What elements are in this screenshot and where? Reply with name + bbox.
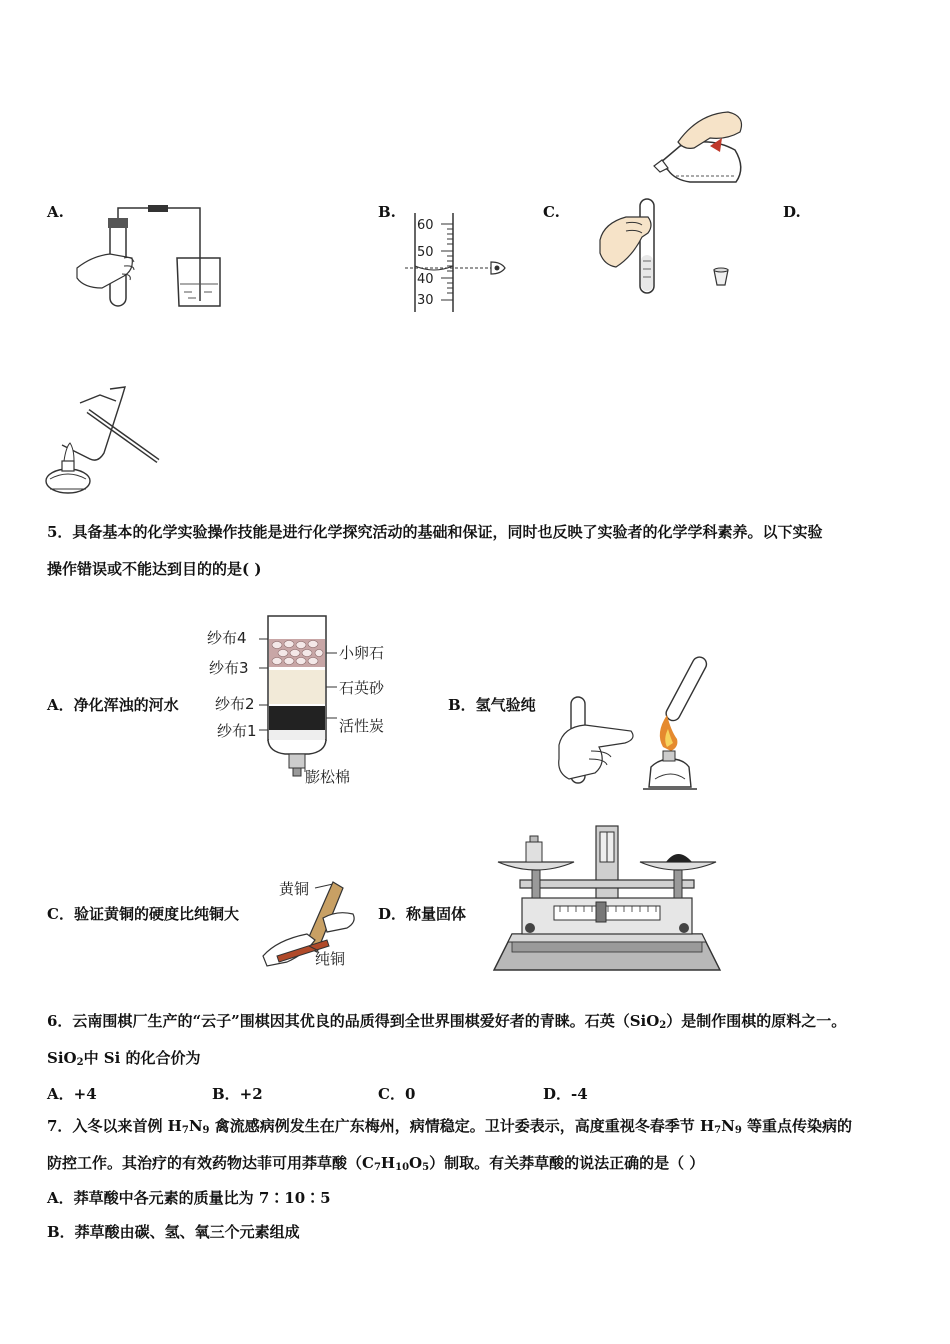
copper-label: 纯铜: [315, 950, 346, 968]
option-b-label: B.: [378, 203, 396, 221]
brass-label: 黄铜: [279, 880, 310, 898]
tick-label-50: 50: [417, 245, 434, 260]
option-c-label: C.: [543, 203, 560, 221]
balance-scale-illustration: [492, 822, 722, 974]
q6-option-b: B．+2: [212, 1085, 263, 1103]
q6-option-a: A．+4: [47, 1085, 97, 1103]
pouring-liquid-illustration: [650, 108, 760, 188]
hydrogen-purity-test-illustration: [555, 655, 720, 795]
question-6-stem-line1: 6．云南围棋厂生产的“云子”围棋因其优良的品质得到全世界围棋爱好者的青睐。石英（SiO$_2$）是制作围棋的原料之一。: [47, 1012, 847, 1031]
airtightness-check-illustration: [72, 196, 232, 316]
question-5-stem-line1: 5．具备基本的化学实验操作技能是进行化学探究活动的基础和保证，同时也反映了实验者的化学学科素养。以下实验: [47, 523, 823, 541]
tick-label-40: 40: [417, 272, 434, 287]
label-cloth2: 纱布2: [215, 695, 255, 713]
label-pebbles: 小卵石: [339, 644, 385, 662]
question-6-stem-line2: SiO$_2$中 Si 的化合价为: [47, 1049, 201, 1068]
question-5-stem-line2: 操作错误或不能达到目的的是( ): [47, 560, 262, 578]
q5-option-c: C．验证黄铜的硬度比纯铜大: [47, 905, 239, 923]
label-cloth1: 纱布1: [217, 722, 257, 740]
option-a-label: A.: [47, 203, 64, 221]
label-quartz: 石英砂: [339, 679, 385, 697]
weight-icon: [526, 842, 542, 862]
label-cotton: 膨松棉: [305, 768, 351, 786]
q7-option-b: B．莽草酸由碳、氢、氧三个元素组成: [47, 1223, 300, 1241]
question-7-stem-line2: 防控工作。其治疗的有效药物达菲可用莽草酸$(C_7H_{10}O_5)$制取。有关莽草酸的说法正确的是（ ）: [47, 1154, 705, 1173]
option-d-label: D.: [783, 203, 801, 221]
q6-option-d: D．-4: [543, 1085, 588, 1103]
question-7-stem-line1: 7．入冬以来首例 $H_7N_9$ 禽流感病例发生在广东梅州，病情稳定。卫计委表示，高度重视冬春季节 $H_7N_9$ 等重点传染病的: [47, 1117, 853, 1136]
label-cloth4: 纱布4: [207, 629, 247, 647]
q5-option-d: D．称量固体: [378, 905, 467, 923]
q5-option-a: A．净化浑浊的河水: [47, 696, 179, 714]
water-filter-illustration: [205, 612, 405, 792]
q6-option-c: C．0: [378, 1085, 416, 1103]
test-tube-hand-illustration: [592, 195, 742, 300]
q7-option-a: A．莽草酸中各元素的质量比为 7∶10∶5: [47, 1189, 331, 1207]
tick-label-30: 30: [417, 293, 434, 308]
heating-test-tube-illustration: [40, 383, 170, 501]
label-cloth3: 纱布3: [209, 659, 249, 677]
label-carbon: 活性炭: [339, 717, 385, 735]
hardness-test-illustration: [257, 874, 369, 972]
graduated-cylinder-illustration: [405, 208, 525, 316]
tick-label-60: 60: [417, 218, 434, 233]
q5-option-b: B．氢气验纯: [448, 696, 536, 714]
